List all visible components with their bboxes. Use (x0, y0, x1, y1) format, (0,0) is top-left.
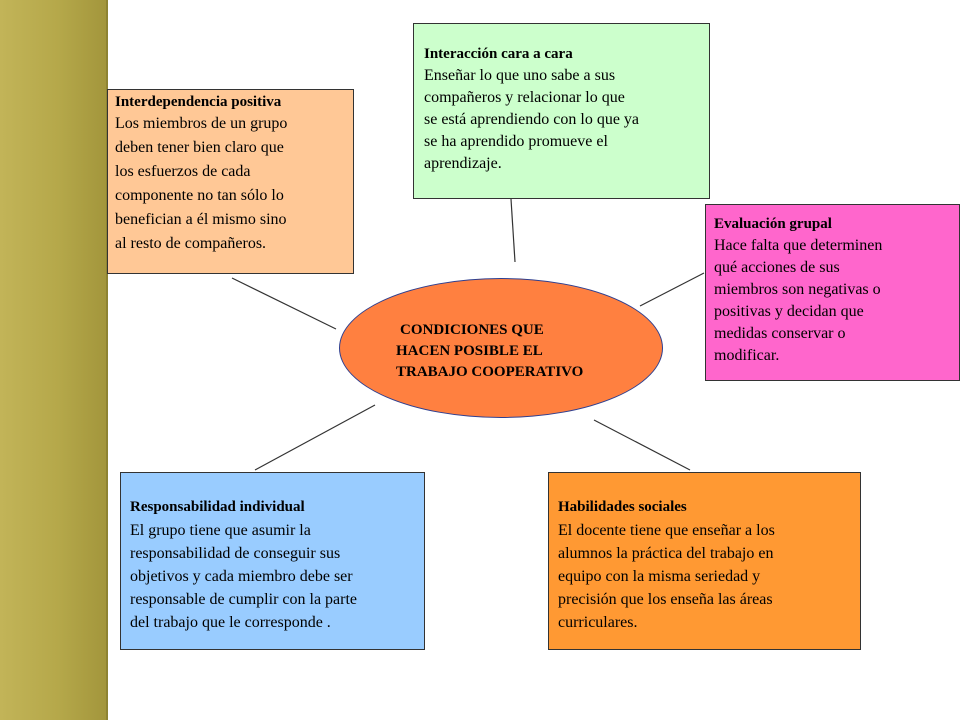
box-text-line: objetivos y cada miembro debe ser (130, 568, 353, 585)
box-text-line: se está aprendiendo con lo que ya (424, 111, 640, 128)
box-interaccion-cara-a-cara (413, 23, 710, 199)
center-label-line: CONDICIONES QUE (400, 322, 544, 338)
box-text-line: modificar. (714, 347, 780, 364)
connector-interdependencia (232, 278, 336, 329)
box-text-line: compañeros y relacionar lo que (424, 89, 625, 106)
box-text-line: positivas y decidan que (714, 303, 864, 320)
connector-responsabilidad (255, 405, 375, 470)
box-text-line: medidas conservar o (714, 325, 846, 342)
box-habilidades-sociales (548, 472, 861, 650)
box-text-line: deben tener bien claro que (115, 139, 284, 156)
box-title: Habilidades sociales (558, 499, 687, 515)
box-responsabilidad-individual (120, 472, 425, 650)
box-interdependencia-positiva (107, 89, 354, 274)
box-text-line: curriculares. (558, 614, 638, 631)
box-text-line: precisión que los enseña las áreas (558, 591, 773, 608)
box-text-line: equipo con la misma seriedad y (558, 568, 761, 585)
box-title: Responsabilidad individual (130, 499, 305, 515)
box-text-line: alumnos la práctica del trabajo en (558, 545, 774, 562)
box-evaluacion-grupal (705, 204, 960, 381)
box-text-line: se ha aprendido promueve el (424, 133, 608, 150)
box-text-line: benefician a él mismo sino (115, 211, 287, 228)
box-text-line: El docente tiene que enseñar a los (558, 522, 775, 539)
box-text-line: El grupo tiene que asumir la (130, 522, 311, 539)
box-text-line: al resto de compañeros. (115, 235, 267, 252)
box-text-line: componente no tan sólo lo (115, 187, 284, 204)
box-text-line: Hace falta que determinen (714, 237, 883, 254)
connector-habilidades (594, 420, 690, 470)
center-label-line: TRABAJO COOPERATIVO (396, 364, 584, 380)
box-text-line: aprendizaje. (424, 155, 502, 172)
box-text-line: Los miembros de un grupo (115, 115, 288, 132)
box-text-line: del trabajo que le corresponde . (130, 614, 331, 631)
center-label (396, 320, 646, 383)
box-text-line: responsabilidad de conseguir sus (130, 545, 341, 562)
box-text-line: miembros son negativas o (714, 281, 881, 298)
box-title: Interacción cara a cara (424, 46, 573, 62)
box-text-line: Enseñar lo que uno sabe a sus (424, 67, 616, 84)
box-title: Interdependencia positiva (115, 94, 282, 110)
center-label-line: HACEN POSIBLE EL (396, 343, 543, 359)
box-text-line: responsable de cumplir con la parte (130, 591, 358, 608)
connector-interaccion (511, 199, 515, 262)
connector-evaluacion (640, 273, 704, 306)
box-text-line: los esfuerzos de cada (115, 163, 251, 180)
box-title: Evaluación grupal (714, 216, 832, 232)
box-text-line: qué acciones de sus (714, 259, 840, 276)
